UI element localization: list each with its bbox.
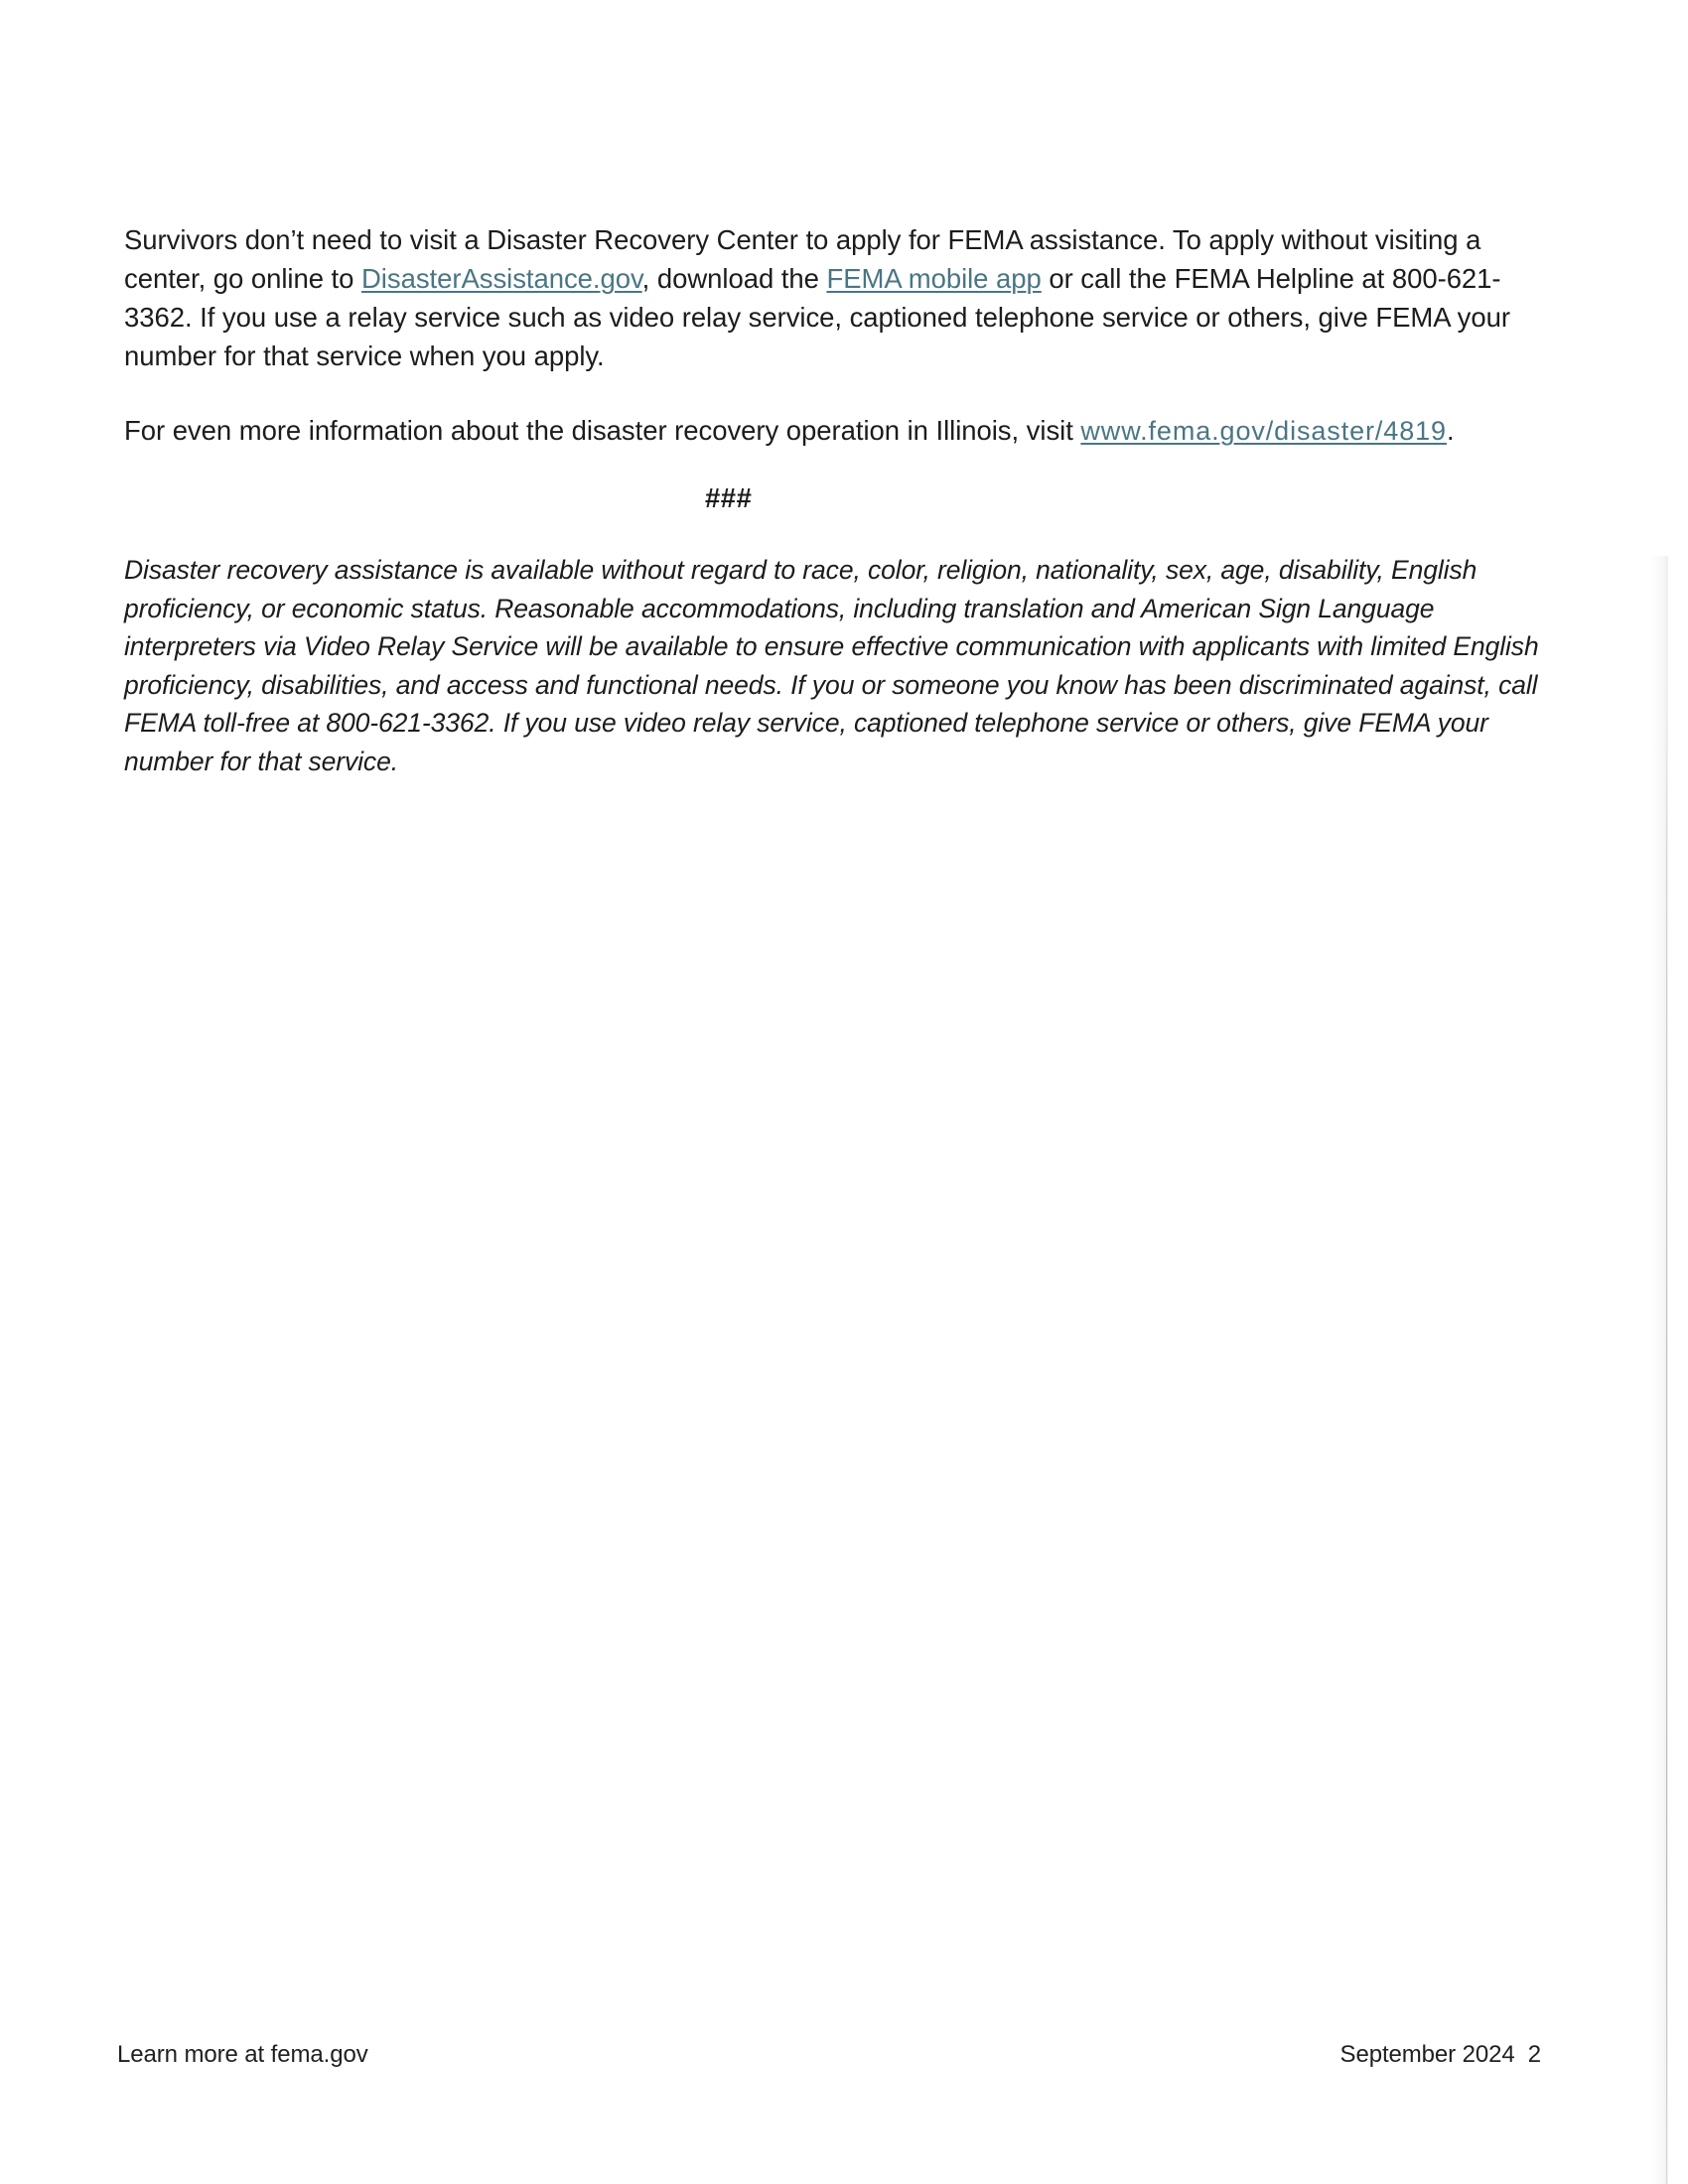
nondiscrimination-disclaimer: Disaster recovery assistance is available without regard to race, color, religion, nationality, sex, age, disability, English proficiency, or economic status. Reasonable accommodations, including translation and American Sign Language interpreters via Video Relay Service will be available to ensure effective communication with applicants with limited English proficiency, disabilities, and access and functional needs. If you or someone you know has been discriminated against, call FEMA toll-free at 800-621-3362. If you use video relay service, captioned telephone service or others, give FEMA your number for that service. [124,555,1539,776]
paragraph-more-info-segment-1: For even more information about the disaster recovery operation in Illinois, visit [124,415,1081,446]
paragraph-more-info-segment-2: . [1446,415,1455,446]
page-footer [117,2041,1541,2069]
footer-learn-more: Learn more at fema.gov [117,2041,368,2068]
link-disasterassistance-gov[interactable]: DisasterAssistance.gov [361,263,642,294]
page-content [124,220,1539,780]
paragraph-apply-segment-2: , download the [641,263,827,294]
footer-date-and-page: September 2024 2 [1339,2041,1541,2068]
paragraph-apply-segment-1: Survivors don’t need to visit a Disaster Recovery Center to apply for FEMA assistance. To apply without visiting a center, go online to [124,224,1481,294]
paragraph-apply-segment-3: or call the FEMA Helpline at 800-621-3362. If you use a relay service such as video relay service, captioned telephone service or others, give FEMA your number for that service when you apply. [124,263,1510,371]
link-fema-disaster-4819[interactable]: www.fema.gov/disaster/4819 [1080,416,1447,446]
paragraph-more-information [124,411,1534,451]
end-of-release-divider: ### [705,482,753,513]
paragraph-apply-instructions [124,220,1534,375]
link-fema-mobile-app[interactable]: FEMA mobile app [826,263,1042,294]
scan-seam-line [1666,685,1667,2184]
